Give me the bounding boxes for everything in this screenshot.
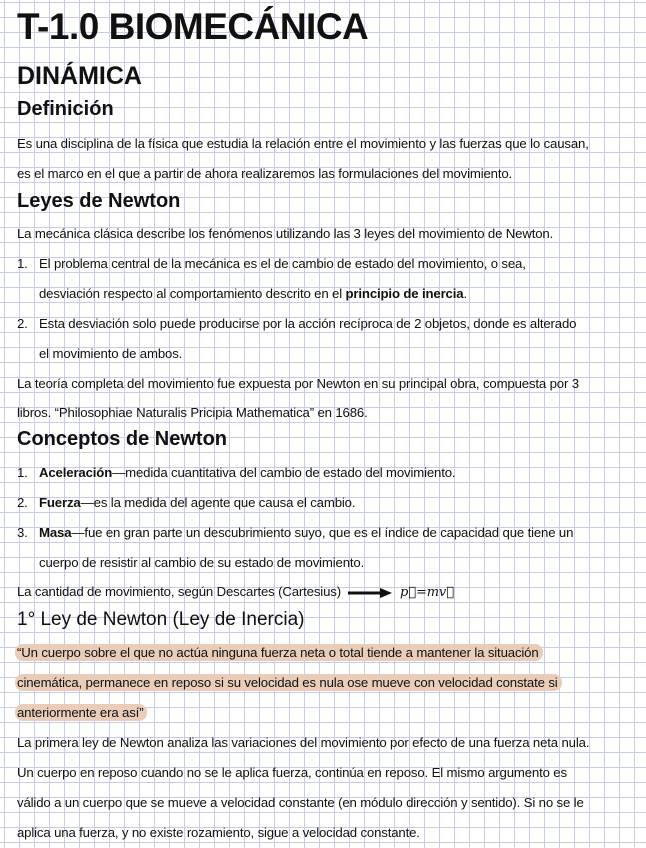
heading-conceptos-newton: Conceptos de Newton xyxy=(17,428,228,450)
leyes-outro-line-1: La teoría completa del movimiento fue expuesta por Newton en su principal obra, compuesta por 3 xyxy=(17,376,579,391)
list-item-text: cuerpo de resistir al cambio de su estado de movimiento. xyxy=(39,555,365,570)
list-item-text: —medida cuantitativa del cambio de estado del movimiento. xyxy=(112,465,456,480)
primera-ley-body-2: Un cuerpo en reposo cuando no se le aplica fuerza, continúa en reposo. El mismo argumento es xyxy=(17,765,567,780)
cantidad-movimiento-line xyxy=(17,584,454,601)
page-title: T-1.0 BIOMECÁNICA xyxy=(17,6,369,47)
quote-line-1: “Un cuerpo sobre el que no actúa ninguna fuerza neta o total tiende a mantener la situación xyxy=(17,645,543,661)
quote-line-2: cinemática, permanece en reposo si su velocidad es nula ose mueve con velocidad constate si xyxy=(17,675,562,691)
primera-ley-body-4: aplica una fuerza, y no existe rozamiento, sigue a velocidad constante. xyxy=(17,825,420,840)
list-item-text: El problema central de la mecánica es el de cambio de estado del movimiento, o sea, xyxy=(39,256,526,271)
list-item-text: Esta desviación solo puede producirse por la acción recíproca de 2 objetos, donde es alterado xyxy=(39,316,577,331)
list-item-text: —es la medida del agente que causa el cambio. xyxy=(80,495,356,510)
list-item-text: el movimiento de ambos. xyxy=(39,346,183,361)
primera-ley-body-1: La primera ley de Newton analiza las variaciones del movimiento por efecto de una fuerza neta nula. xyxy=(17,735,590,750)
bold-term: Masa xyxy=(39,525,72,540)
heading-leyes-newton: Leyes de Newton xyxy=(17,190,181,212)
heading-definicion: Definición xyxy=(17,98,114,120)
list-number: 1. xyxy=(17,256,28,271)
list-number: 2. xyxy=(17,495,28,510)
list-number: 1. xyxy=(17,465,28,480)
cantidad-text: La cantidad de movimiento, según Descartes (Cartesius) xyxy=(17,584,341,599)
list-number: 2. xyxy=(17,316,28,331)
momentum-formula: p⃗=mv⃗ xyxy=(399,585,454,600)
primera-ley-body-3: válido a un cuerpo que se mueve a velocidad constante (en módulo dirección y sentido). Si no se le xyxy=(17,795,584,810)
quote-line-3: anteriormente era así” xyxy=(17,705,147,721)
definicion-line-2: es el marco en el que a partir de ahora realizaremos las formulaciones del movimiento. xyxy=(17,166,513,181)
list-item-text: —fue en gran parte un descubrimiento suyo, que es el índice de capacidad que tiene un xyxy=(71,525,574,540)
arrow-right-icon xyxy=(348,588,392,598)
list-item-text: desviación respecto al comportamiento descrito en el xyxy=(39,286,346,301)
heading-primera-ley: 1° Ley de Newton (Ley de Inercia) xyxy=(17,609,305,630)
list-number: 3. xyxy=(17,525,28,540)
bold-term-principio-inercia: principio de inercia xyxy=(345,286,464,301)
bold-term: Aceleración xyxy=(39,465,113,480)
section-title-dinamica: DINÁMICA xyxy=(17,62,142,90)
leyes-outro-line-2: libros. “Philosophiae Naturalis Pricipia Mathematica” en 1686. xyxy=(17,405,368,420)
definicion-line-1: Es una disciplina de la física que estudia la relación entre el movimiento y las fuerzas que lo causan, xyxy=(17,136,589,151)
leyes-intro: La mecánica clásica describe los fenómenos utilizando las 3 leyes del movimiento de Newton. xyxy=(17,226,554,241)
bold-term: Fuerza xyxy=(39,495,81,510)
